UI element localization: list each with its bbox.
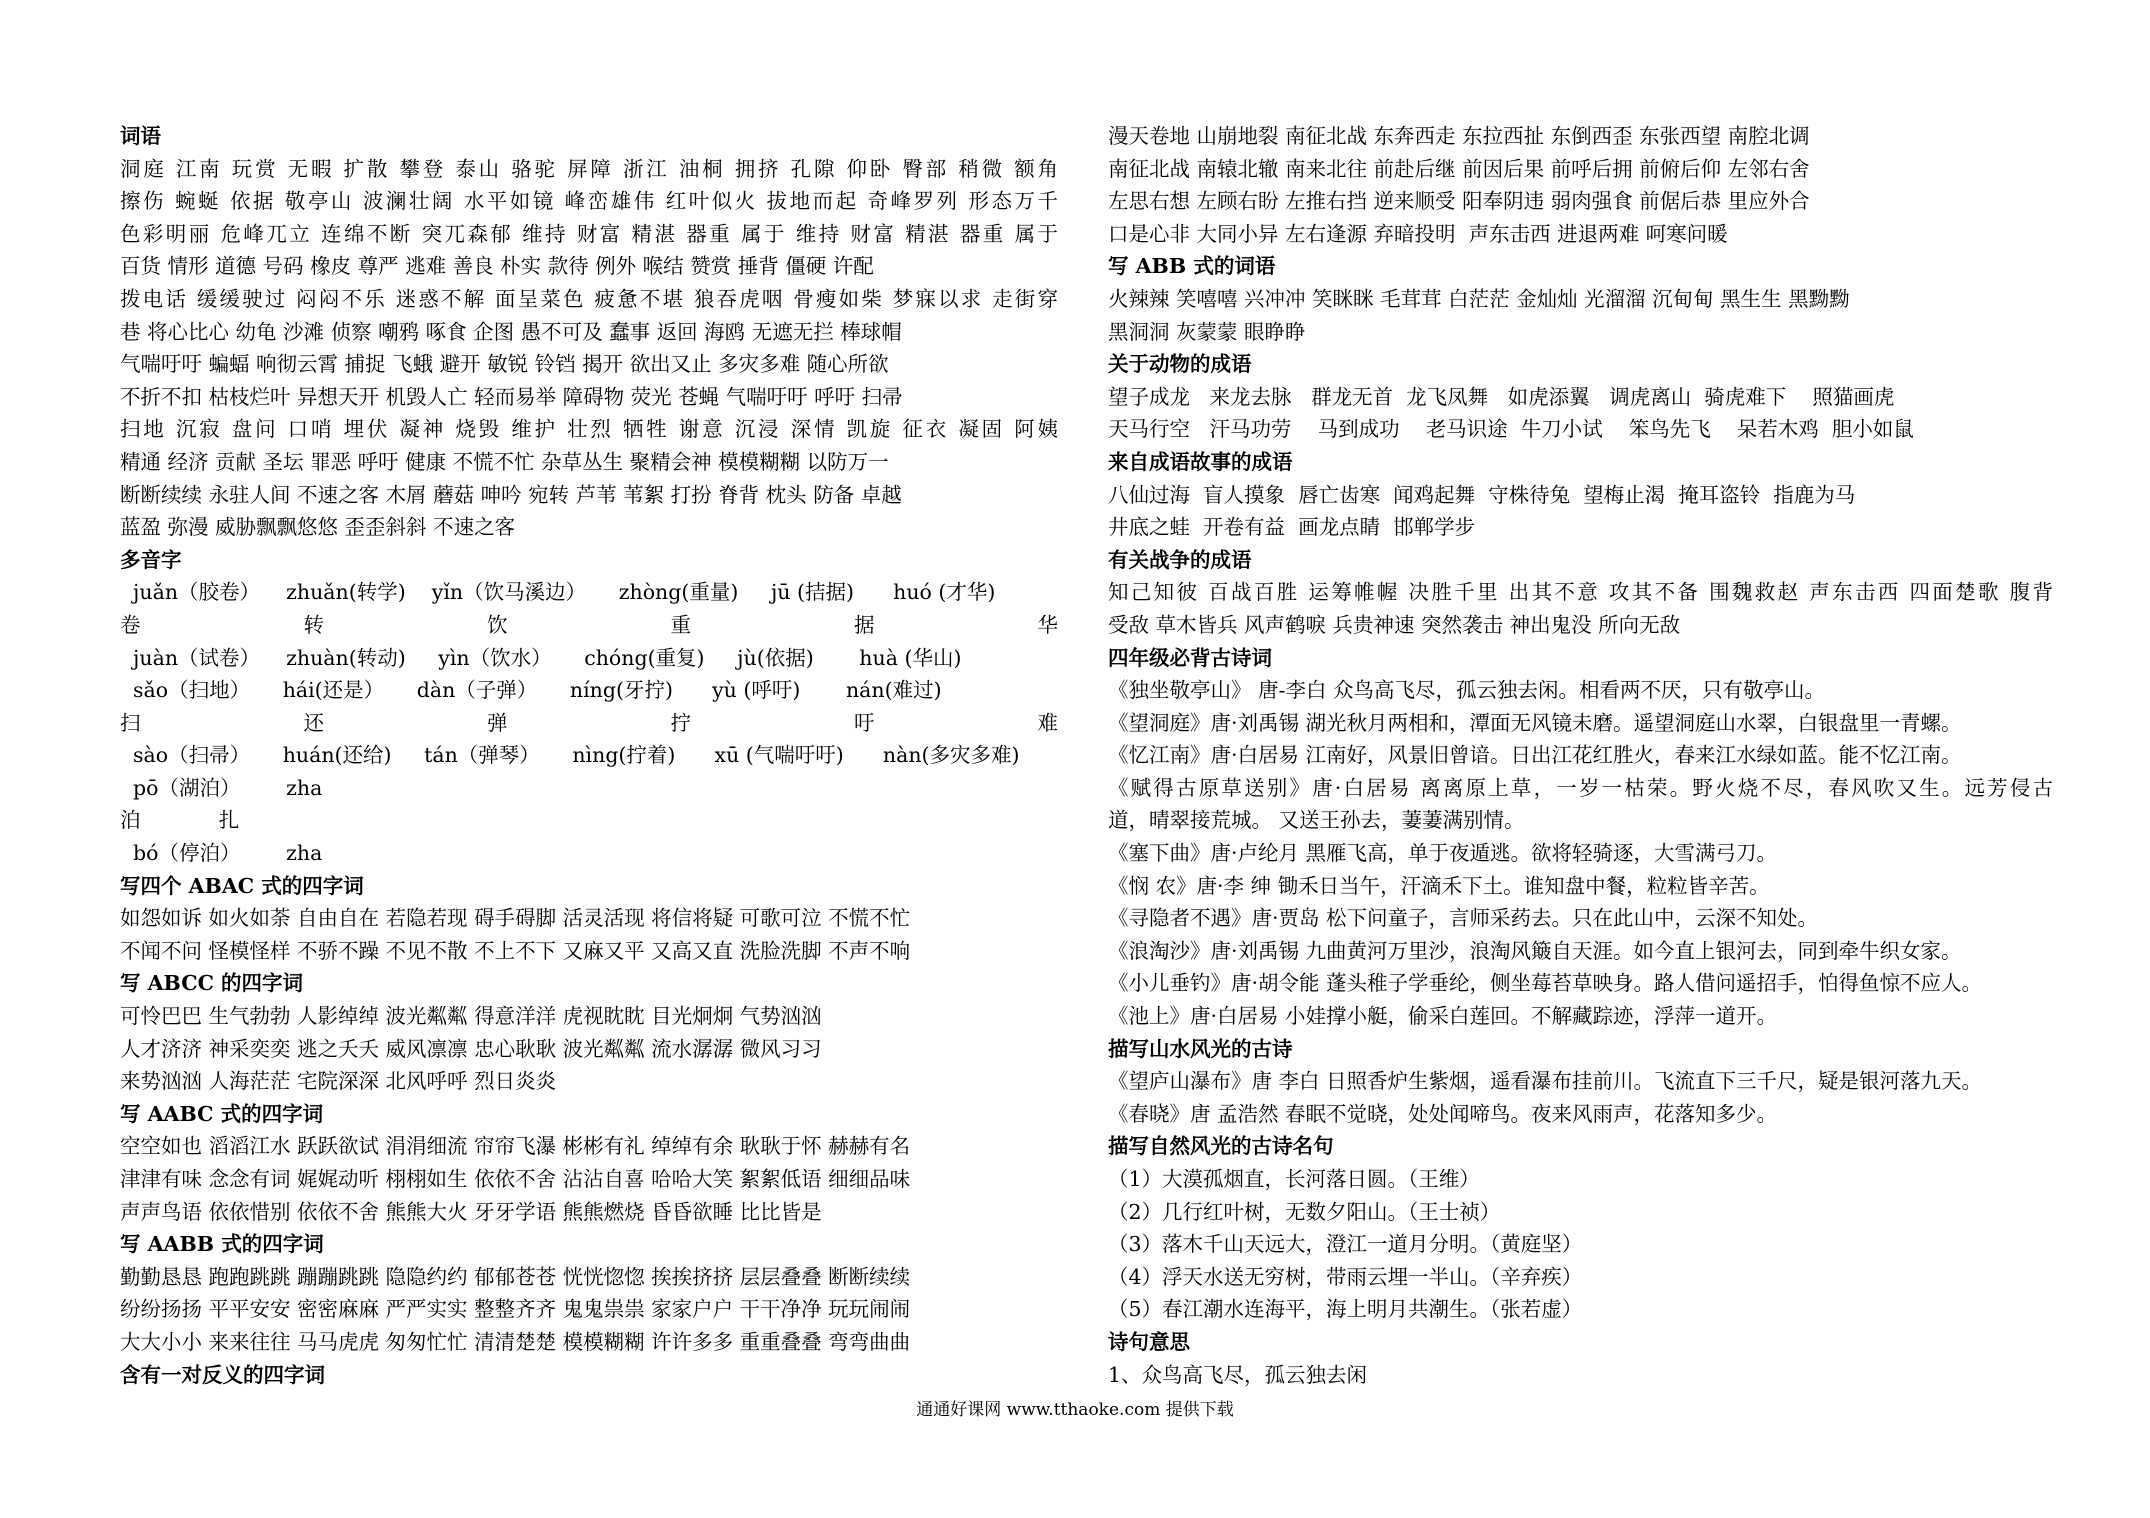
text-line: （1）大漠孤烟直，长河落日圆。（王维） bbox=[1108, 1167, 1480, 1191]
text-line: 《望庐山瀑布》唐 李白 日照香炉生紫烟，遥看瀑布挂前川。飞流直下三千尺，疑是银河落九天。 bbox=[1108, 1069, 1983, 1094]
text-line: 泊 扎 bbox=[120, 808, 240, 833]
text-line: 空空如也 滔滔江水 跃跃欲试 涓涓细流 帘帘飞瀑 彬彬有礼 绰绰有余 耿耿于怀 赫赫有名 bbox=[120, 1134, 911, 1159]
text-line: 气喘吁吁 蝙蝠 响彻云霄 捕捉 飞蛾 避开 敏锐 铃铛 揭开 欲出又止 多灾多难 随心所欲 bbox=[120, 352, 889, 377]
text-line: 南征北战 南辕北辙 南来北往 前赴后继 前因后果 前呼后拥 前俯后仰 左邻右舍 bbox=[1108, 156, 1810, 181]
section-heading: 写 AABC 式的四字词 bbox=[120, 1101, 324, 1126]
text-line: 《寻隐者不遇》唐·贾岛 松下问童子，言师采药去。只在此山中，云深不知处。 bbox=[1108, 906, 1819, 931]
text-line: 纷纷扬扬 平平安安 密密麻麻 严严实实 整整齐齐 鬼鬼祟祟 家家户户 干干净净 玩玩闹闹 bbox=[120, 1297, 911, 1322]
text-line: 可怜巴巴 生气勃勃 人影绰绰 波光粼粼 得意洋洋 虎视眈眈 目光炯炯 气势汹汹 bbox=[120, 1004, 822, 1029]
text-line: 受敌 草木皆兵 风声鹤唳 兵贵神速 突然袭击 神出鬼没 所向无敌 bbox=[1108, 612, 1681, 637]
text-line: 井底之蛙 开卷有益 画龙点睛 邯郸学步 bbox=[1108, 515, 1476, 540]
right-column bbox=[1108, 120, 2053, 1391]
text-line: 卷 转 饮 重 据 华 bbox=[120, 612, 1058, 637]
text-line: 《池上》唐·白居易 小娃撑小艇，偷采白莲回。不解藏踪迹，浮萍一道开。 bbox=[1108, 1004, 1778, 1029]
text-line: 擦伤 蜿蜒 依据 敬亭山 波澜壮阔 水平如镜 峰峦雄伟 红叶似火 拔地而起 奇峰罗列 形态万千 bbox=[120, 189, 1058, 214]
text-line: sào（扫帚） huán(还给) tán（弹琴） nìng(拧着) xū (气喘吁吁) nàn(多灾多难) bbox=[120, 743, 1020, 768]
text-line: 断断续续 永驻人间 不速之客 木屑 蘑菇 呻吟 宛转 芦苇 苇絮 打扮 脊背 枕头 防备 卓越 bbox=[120, 482, 902, 507]
text-line: 大大小小 来来往往 马马虎虎 匆匆忙忙 清清楚楚 模模糊糊 许许多多 重重叠叠 弯弯曲曲 bbox=[120, 1329, 911, 1354]
section-heading: 诗句意思 bbox=[1108, 1329, 1190, 1354]
text-line: （3）落木千山天远大，澄江一道月分明。（黄庭坚） bbox=[1108, 1232, 1583, 1257]
section-heading: 有关战争的成语 bbox=[1108, 547, 1252, 572]
text-line: （2）几行红叶树，无数夕阳山。（王士祯） bbox=[1108, 1199, 1501, 1224]
text-line: 《浪淘沙》唐·刘禹锡 九曲黄河万里沙，浪淘风簸自天涯。如今直上银河去，同到牵牛织女家。 bbox=[1108, 938, 1962, 963]
text-line: 《小儿垂钓》唐·胡令能 蓬头稚子学垂纶，侧坐莓苔草映身。路人借问遥招手，怕得鱼惊不应人。 bbox=[1108, 971, 1983, 996]
text-line: 洞庭 江南 玩赏 无暇 扩散 攀登 泰山 骆驼 屏障 浙江 油桐 拥挤 孔隙 仰卧 臀部 稍微 额角 bbox=[120, 156, 1058, 181]
text-line: pō（湖泊） zha bbox=[120, 775, 323, 800]
text-line: 望子成龙 来龙去脉 群龙无首 龙飞凤舞 如虎添翼 调虎离山 骑虎难下 照猫画虎 bbox=[1108, 384, 1895, 409]
text-line: juǎn（胶卷） zhuǎn(转学) yǐn（饮马溪边） zhòng(重量) jū (拮据) huó (才华) bbox=[120, 580, 996, 605]
text-line: 拨电话 缓缓驶过 闷闷不乐 迷惑不解 面呈菜色 疲惫不堪 狼吞虎咽 骨瘦如柴 梦寐以求 走街穿 bbox=[120, 286, 1058, 311]
section-heading: 写 ABCC 的四字词 bbox=[120, 971, 304, 996]
text-line: 精通 经济 贡献 圣坛 罪恶 呼吁 健康 不慌不忙 杂草丛生 聚精会神 模模糊糊 以防万一 bbox=[120, 449, 889, 474]
section-heading: 词语 bbox=[120, 124, 161, 148]
text-line: 《忆江南》唐·白居易 江南好，风景旧曾谙。日出江花红胜火，春来江水绿如蓝。能不忆江南。 bbox=[1108, 743, 1962, 768]
text-line: 黑洞洞 灰蒙蒙 眼睁睁 bbox=[1108, 319, 1306, 344]
text-line: （5）春江潮水连海平，海上明月共潮生。（张若虚） bbox=[1108, 1297, 1583, 1322]
text-line: 漫天卷地 山崩地裂 南征北战 东奔西走 东拉西扯 东倒西歪 东张西望 南腔北调 bbox=[1108, 124, 1810, 148]
page-footer: 通通好课网 www.tthaoke.com 提供下载 bbox=[916, 1400, 1234, 1420]
text-line: 火辣辣 笑嘻嘻 兴冲冲 笑眯眯 毛茸茸 白茫茫 金灿灿 光溜溜 沉甸甸 黑生生 黑黝黝 bbox=[1108, 286, 1850, 311]
text-line: 人才济济 神采奕奕 逃之夭夭 威风凛凛 忠心耿耿 波光粼粼 流水潺潺 微风习习 bbox=[120, 1036, 822, 1061]
text-line: 不闻不问 怪模怪样 不骄不躁 不见不散 不上不下 又麻又平 又高又直 洗脸洗脚 不声不响 bbox=[120, 938, 911, 963]
text-line: 津津有味 念念有词 娓娓动听 栩栩如生 依依不舍 沾沾自喜 哈哈大笑 絮絮低语 细细品味 bbox=[120, 1167, 911, 1191]
text-line: 百货 情形 道德 号码 橡皮 尊严 逃难 善良 朴实 款待 例外 喉结 赞赏 捶背 僵硬 许配 bbox=[120, 254, 874, 279]
text-line: 如怨如诉 如火如荼 自由自在 若隐若现 碍手碍脚 活灵活现 将信将疑 可歌可泣 不慌不忙 bbox=[120, 906, 911, 931]
text-line: 扫 还 弹 拧 吁 难 bbox=[120, 710, 1058, 735]
section-heading: 写 ABB 式的词语 bbox=[1108, 254, 1276, 279]
text-line: 左思右想 左顾右盼 左推右挡 逆来顺受 阳奉阴违 弱肉强食 前倨后恭 里应外合 bbox=[1108, 189, 1810, 214]
section-heading: 写四个 ABAC 式的四字词 bbox=[120, 873, 364, 898]
text-line: 《春晓》唐 孟浩然 春眠不觉晓，处处闻啼鸟。夜来风雨声，花落知多少。 bbox=[1108, 1101, 1778, 1126]
text-line: 天马行空 汗马功劳 马到成功 老马识途 牛刀小试 笨鸟先飞 呆若木鸡 胆小如鼠 bbox=[1108, 417, 1914, 442]
text-line: 色彩明丽 危峰兀立 连绵不断 突兀森郁 维持 财富 精湛 器重 属于 维持 财富 精湛 器重 属于 bbox=[120, 221, 1058, 246]
text-line: 勤勤恳恳 跑跑跳跳 蹦蹦跳跳 隐隐约约 郁郁苍苍 恍恍惚惚 挨挨挤挤 层层叠叠 断断续续 bbox=[120, 1264, 911, 1289]
text-line: 道，晴翠接荒城。 又送王孙去，萋萋满别情。 bbox=[1108, 808, 1525, 833]
text-line: 1、众鸟高飞尽，孤云独去闲 bbox=[1108, 1362, 1368, 1387]
section-heading: 描写山水风光的古诗 bbox=[1108, 1036, 1293, 1061]
text-line: sǎo（扫地） hái(还是） dàn（子弹） níng(牙拧) yù (呼吁) nán(难过) bbox=[120, 678, 942, 703]
text-line: 蓝盈 弥漫 威胁飘飘悠悠 歪歪斜斜 不速之客 bbox=[120, 515, 516, 540]
text-line: 八仙过海 盲人摸象 唇亡齿寒 闻鸡起舞 守株待兔 望梅止渴 掩耳盗铃 指鹿为马 bbox=[1108, 482, 1856, 507]
section-heading: 关于动物的成语 bbox=[1108, 352, 1252, 377]
text-line: （4）浮天水送无穷树，带雨云埋一半山。（辛弃疾） bbox=[1108, 1264, 1583, 1289]
text-line: juàn（试卷） zhuàn(转动) yìn（饮水） chóng(重复) jù(依据) huà (华山) bbox=[120, 645, 962, 670]
text-line: 《望洞庭》唐·刘禹锡 湖光秋月两相和，潭面无风镜未磨。遥望洞庭山水翠，白银盘里一青螺。 bbox=[1108, 710, 1962, 735]
section-heading: 多音字 bbox=[120, 547, 182, 572]
section-heading: 写 AABB 式的四字词 bbox=[120, 1232, 324, 1257]
section-heading: 来自成语故事的成语 bbox=[1108, 449, 1293, 474]
left-column bbox=[120, 120, 1058, 1391]
section-heading: 含有一对反义的四字词 bbox=[120, 1362, 325, 1387]
text-line: 声声鸟语 依依惜别 依依不舍 熊熊大火 牙牙学语 熊熊燃烧 昏昏欲睡 比比皆是 bbox=[120, 1199, 822, 1224]
section-heading: 四年级必背古诗词 bbox=[1108, 645, 1272, 670]
text-line: 扫地 沉寂 盘问 口哨 埋伏 凝神 烧毁 维护 壮烈 牺牲 谢意 沉浸 深情 凯旋 征衣 凝固 阿姨 bbox=[120, 417, 1058, 442]
text-line: 巷 将心比心 幼龟 沙滩 侦察 嘲鸦 啄食 企图 愚不可及 蠢事 返回 海鸥 无遮无拦 棒球帽 bbox=[120, 319, 902, 344]
text-line: 来势汹汹 人海茫茫 宅院深深 北风呼呼 烈日炎炎 bbox=[120, 1069, 557, 1094]
text-line: bó（停泊） zha bbox=[120, 841, 323, 866]
text-line: 《悯 农》唐·李 绅 锄禾日当午，汗滴禾下土。谁知盘中餐，粒粒皆辛苦。 bbox=[1108, 873, 1770, 898]
text-line: 知己知彼 百战百胜 运筹帷幄 决胜千里 出其不意 攻其不备 围魏救赵 声东击西 四面楚歌 腹背 bbox=[1108, 580, 2053, 605]
text-line: 《赋得古原草送别》唐·白居易 离离原上草，一岁一枯荣。野火烧不尽，春风吹又生。远芳侵古 bbox=[1108, 775, 2053, 800]
text-line: 《独坐敬亭山》 唐-李白 众鸟高飞尽，孤云独去闲。相看两不厌，只有敬亭山。 bbox=[1108, 678, 1825, 703]
text-line: 不折不扣 枯枝烂叶 异想天开 机毁人亡 轻而易举 障碍物 荧光 苍蝇 气喘吁吁 呼吁 扫帚 bbox=[120, 384, 903, 409]
text-line: 口是心非 大同小异 左右逢源 弃暗投明 声东击西 进退两难 呵寒问暖 bbox=[1108, 221, 1728, 246]
text-line: 《塞下曲》唐·卢纶月 黑雁飞高，单于夜遁逃。欲将轻骑逐，大雪满弓刀。 bbox=[1108, 841, 1778, 866]
section-heading: 描写自然风光的古诗名句 bbox=[1108, 1134, 1334, 1159]
